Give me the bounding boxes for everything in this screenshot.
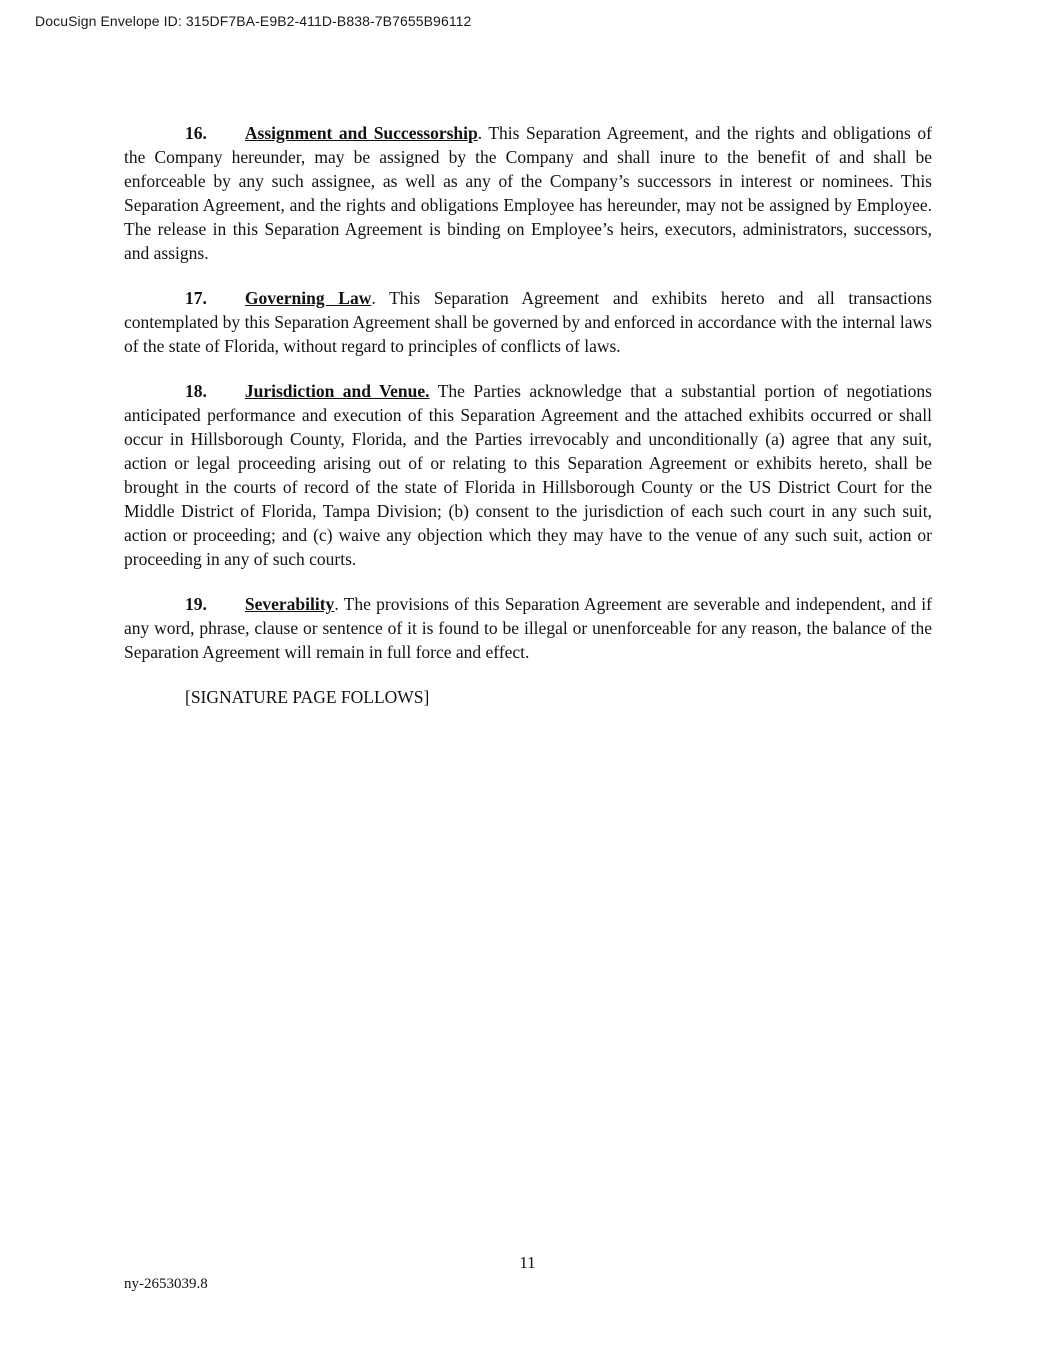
- section-18-paragraph: [124, 379, 932, 571]
- heading-separator: .: [477, 123, 489, 143]
- signature-page-note: [SIGNATURE PAGE FOLLOWS]: [185, 687, 430, 707]
- document-reference-number: ny-2653039.8: [124, 1276, 208, 1292]
- heading-separator: .: [371, 288, 390, 308]
- page-number: 11: [519, 1253, 536, 1272]
- section-number: 19.: [185, 594, 207, 614]
- section-body-text: The provisions of this Separation Agreement are severable and independent, and if any word, phrase, clause or sentence of it is found to be illegal or unenforceable for any reason, the balance of the Separation Agreement will remain in full force and effect.: [124, 594, 932, 662]
- section-heading: Jurisdiction and Venue.: [244, 381, 430, 401]
- section-body-text: This Separation Agreement and exhibits hereto and all transactions contemplated by this Separation Agreement shall be governed by and enforced in accordance with the internal laws of the state of Florida, without regard to principles of conflicts of laws.: [124, 288, 932, 356]
- section-body-text: The Parties acknowledge that a substantial portion of negotiations anticipated performance and execution of this Separation Agreement and the attached exhibits occurred or shall occur in Hillsborough County, Florida, and the Parties irrevocably and unconditionally (a) agree that any suit, action or legal proceeding arising out of or relating to this Separation Agreement or exhibits hereto, shall be brought in the courts of record of the state of Florida in Hillsborough County or the US District Court for the Middle District of Florida, Tampa Division; (b) consent to the jurisdiction of each such court in any such suit, action or proceeding; and (c) waive any objection which they may have to the venue of any such suit, action or proceeding in any of such courts.: [124, 381, 932, 569]
- section-19-paragraph: [124, 592, 932, 664]
- section-16-paragraph: [124, 121, 932, 265]
- section-heading: Governing Law: [244, 288, 372, 308]
- section-heading: Assignment and Successorship: [244, 123, 478, 143]
- section-number: 17.: [185, 288, 207, 308]
- docusign-envelope-id: DocuSign Envelope ID: 315DF7BA-E9B2-411D-B838-7B7655B96112: [35, 13, 472, 29]
- section-number: 18.: [185, 381, 207, 401]
- section-17-paragraph: [124, 286, 932, 358]
- section-number: 16.: [185, 123, 207, 143]
- document-body: [124, 121, 932, 730]
- section-body-text: This Separation Agreement, and the rights and obligations of the Company hereunder, may be assigned by the Company and shall inure to the benefit of and shall be enforceable by any such assignee, as well as any of the Company’s successors in interest or nominees. This Separation Agreement, and the rights and obligations Employee has hereunder, may not be assigned by Employee. The release in this Separation Agreement is binding on Employee’s heirs, executors, administrators, successors, and assigns.: [124, 123, 932, 263]
- section-heading: Severability: [244, 594, 335, 614]
- heading-separator: [430, 381, 438, 401]
- heading-separator: .: [334, 594, 344, 614]
